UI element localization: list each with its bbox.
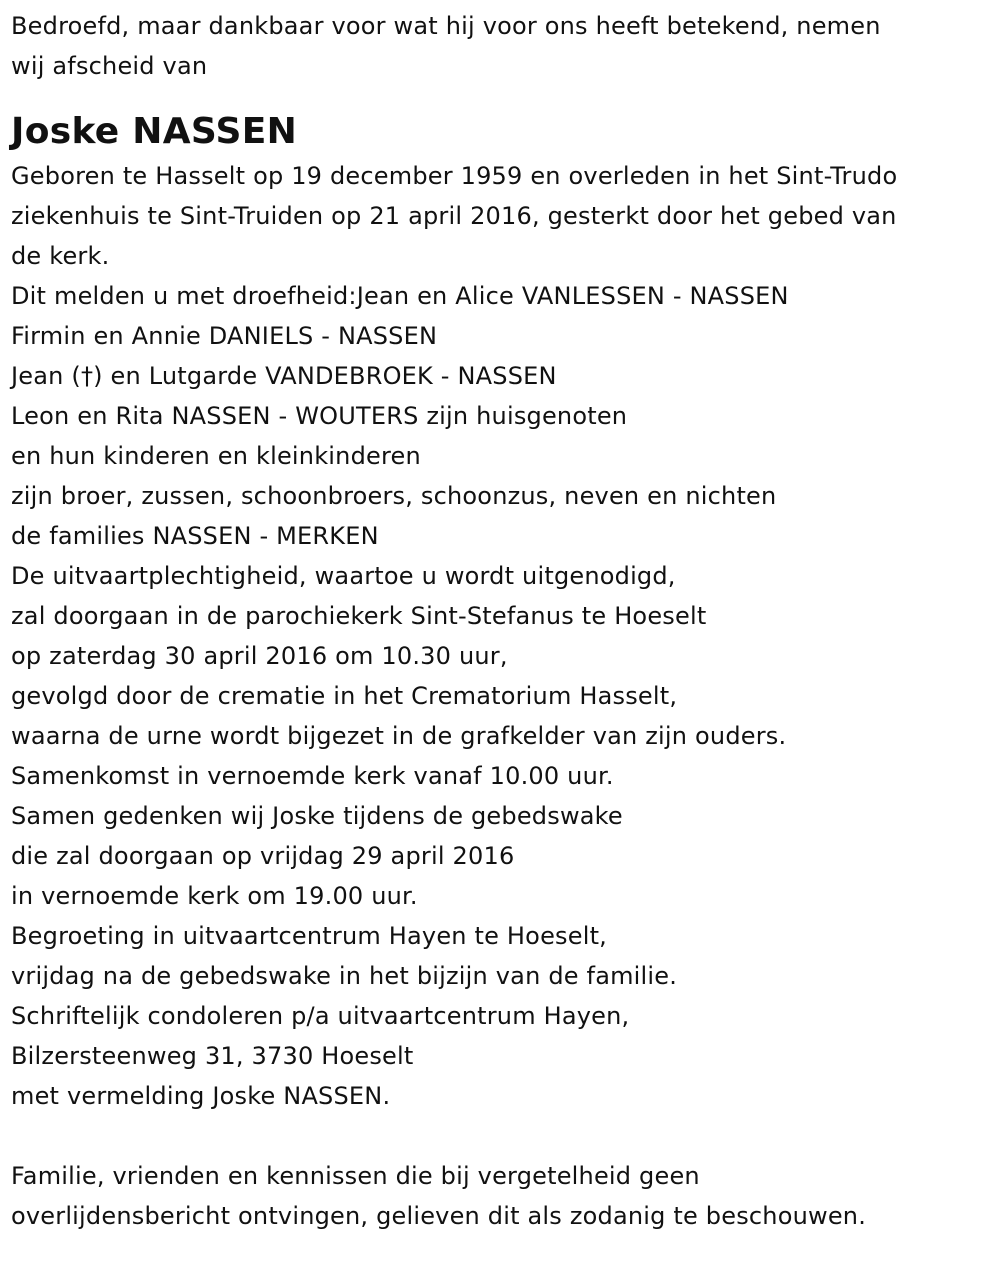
closing-line: Familie, vrienden en kennissen die bij vergetelheid geen xyxy=(11,1162,700,1190)
body-line: gevolgd door de crematie in het Crematorium Hasselt, xyxy=(11,682,678,710)
body-line: zal doorgaan in de parochiekerk Sint-Stefanus te Hoeselt xyxy=(11,602,707,630)
body-line: Geboren te Hasselt op 19 december 1959 en overleden in het Sint-Trudo xyxy=(11,162,898,190)
body-line: Firmin en Annie DANIELS - NASSEN xyxy=(11,322,438,350)
body-line: waarna de urne wordt bijgezet in de grafkelder van zijn ouders. xyxy=(11,722,787,750)
closing-line: overlijdensbericht ontvingen, gelieven dit als zodanig te beschouwen. xyxy=(11,1202,867,1230)
body-line: vrijdag na de gebedswake in het bijzijn van de familie. xyxy=(11,962,678,990)
body-line: zijn broer, zussen, schoonbroers, schoonzus, neven en nichten xyxy=(11,482,777,510)
body-line: met vermelding Joske NASSEN. xyxy=(11,1082,391,1110)
body-line: die zal doorgaan op vrijdag 29 april 2016 xyxy=(11,842,515,870)
body-line: Dit melden u met droefheid:Jean en Alice VANLESSEN - NASSEN xyxy=(11,282,789,310)
body-line: Begroeting in uitvaartcentrum Hayen te Hoeselt, xyxy=(11,922,608,950)
body-line: en hun kinderen en kleinkinderen xyxy=(11,442,421,470)
paragraph-spacer xyxy=(11,1116,1000,1156)
deceased-name: Joske NASSEN xyxy=(11,111,298,152)
body-line: de families NASSEN - MERKEN xyxy=(11,522,379,550)
body-paragraph xyxy=(11,156,1000,1116)
intro-line: Bedroefd, maar dankbaar voor wat hij voor ons heeft betekend, nemen xyxy=(11,12,881,40)
body-line: ziekenhuis te Sint-Truiden op 21 april 2016, gesterkt door het gebed van xyxy=(11,202,897,230)
body-line: op zaterdag 30 april 2016 om 10.30 uur, xyxy=(11,642,508,670)
intro-paragraph xyxy=(11,6,1000,86)
body-line: in vernoemde kerk om 19.00 uur. xyxy=(11,882,418,910)
body-line: De uitvaartplechtigheid, waartoe u wordt uitgenodigd, xyxy=(11,562,676,590)
body-line: Schriftelijk condoleren p/a uitvaartcentrum Hayen, xyxy=(11,1002,630,1030)
body-line: de kerk. xyxy=(11,242,110,270)
body-line: Bilzersteenweg 31, 3730 Hoeselt xyxy=(11,1042,414,1070)
intro-line: wij afscheid van xyxy=(11,52,208,80)
body-line: Samenkomst in vernoemde kerk vanaf 10.00 uur. xyxy=(11,762,614,790)
body-line: Samen gedenken wij Joske tijdens de gebedswake xyxy=(11,802,623,830)
body-line: Leon en Rita NASSEN - WOUTERS zijn huisgenoten xyxy=(11,402,628,430)
body-line: Jean (†) en Lutgarde VANDEBROEK - NASSEN xyxy=(11,362,557,390)
closing-paragraph xyxy=(11,1156,1000,1236)
